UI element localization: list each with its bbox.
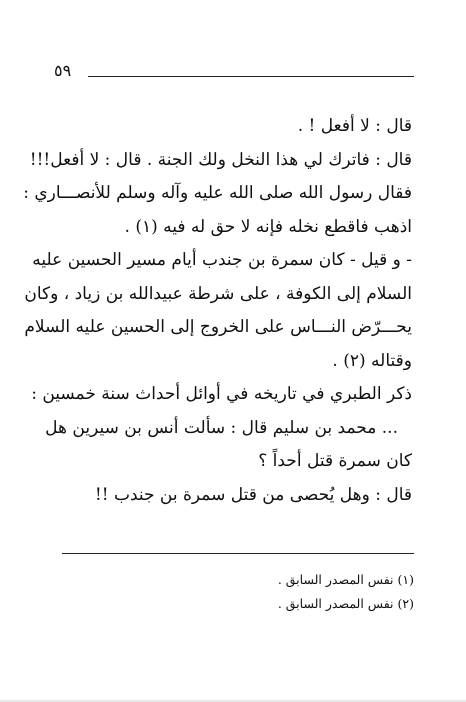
page-number: ٥٩ <box>54 61 72 80</box>
text-line: قال : وهل يُحصى من قتل سمرة بن جندب !! <box>94 484 412 505</box>
text-line: يحـــرّض النـــاس على الخروج إلى الحسين عليه السلام <box>24 317 412 337</box>
text-line: كان سمرة قتل أحداً ؟ <box>258 451 412 471</box>
body-text <box>23 110 412 512</box>
text-line: ذكر الطبري في تاريخه في أوائل أحداث سنة خمسين : <box>31 384 412 404</box>
text-line: قال : فاترك لي هذا النخل ولك الجنة . قال : لا أفعل!!! <box>29 149 412 170</box>
page-header <box>54 62 414 86</box>
text-line: - و قيل - كان سمرة بن جندب أيام مسير الحسين عليه <box>32 250 412 270</box>
text-line: قال : لا أفعل ! . <box>297 116 412 136</box>
footnote: (٢) نفس المصدر السابق . <box>277 596 414 611</box>
header-rule <box>88 76 414 77</box>
text-line: السلام إلى الكوفة ، على شرطة عبيدالله بن زياد ، وكان <box>24 283 412 304</box>
footnote-rule <box>62 553 414 554</box>
text-line: اذهب فاقطع نخله فإنه لا حق له فيه (١) . <box>124 216 412 237</box>
text-line: ... محمد بن سليم قال : سألت أنس بن سيرين هل <box>45 417 398 438</box>
footnotes <box>54 568 414 616</box>
text-line: فقال رسول الله صلى الله عليه وآله وسلم للأنصـــاري : <box>23 183 412 203</box>
footnote: (١) نفس المصدر السابق . <box>277 572 414 587</box>
text-line: وقتاله (٢) . <box>332 350 412 371</box>
